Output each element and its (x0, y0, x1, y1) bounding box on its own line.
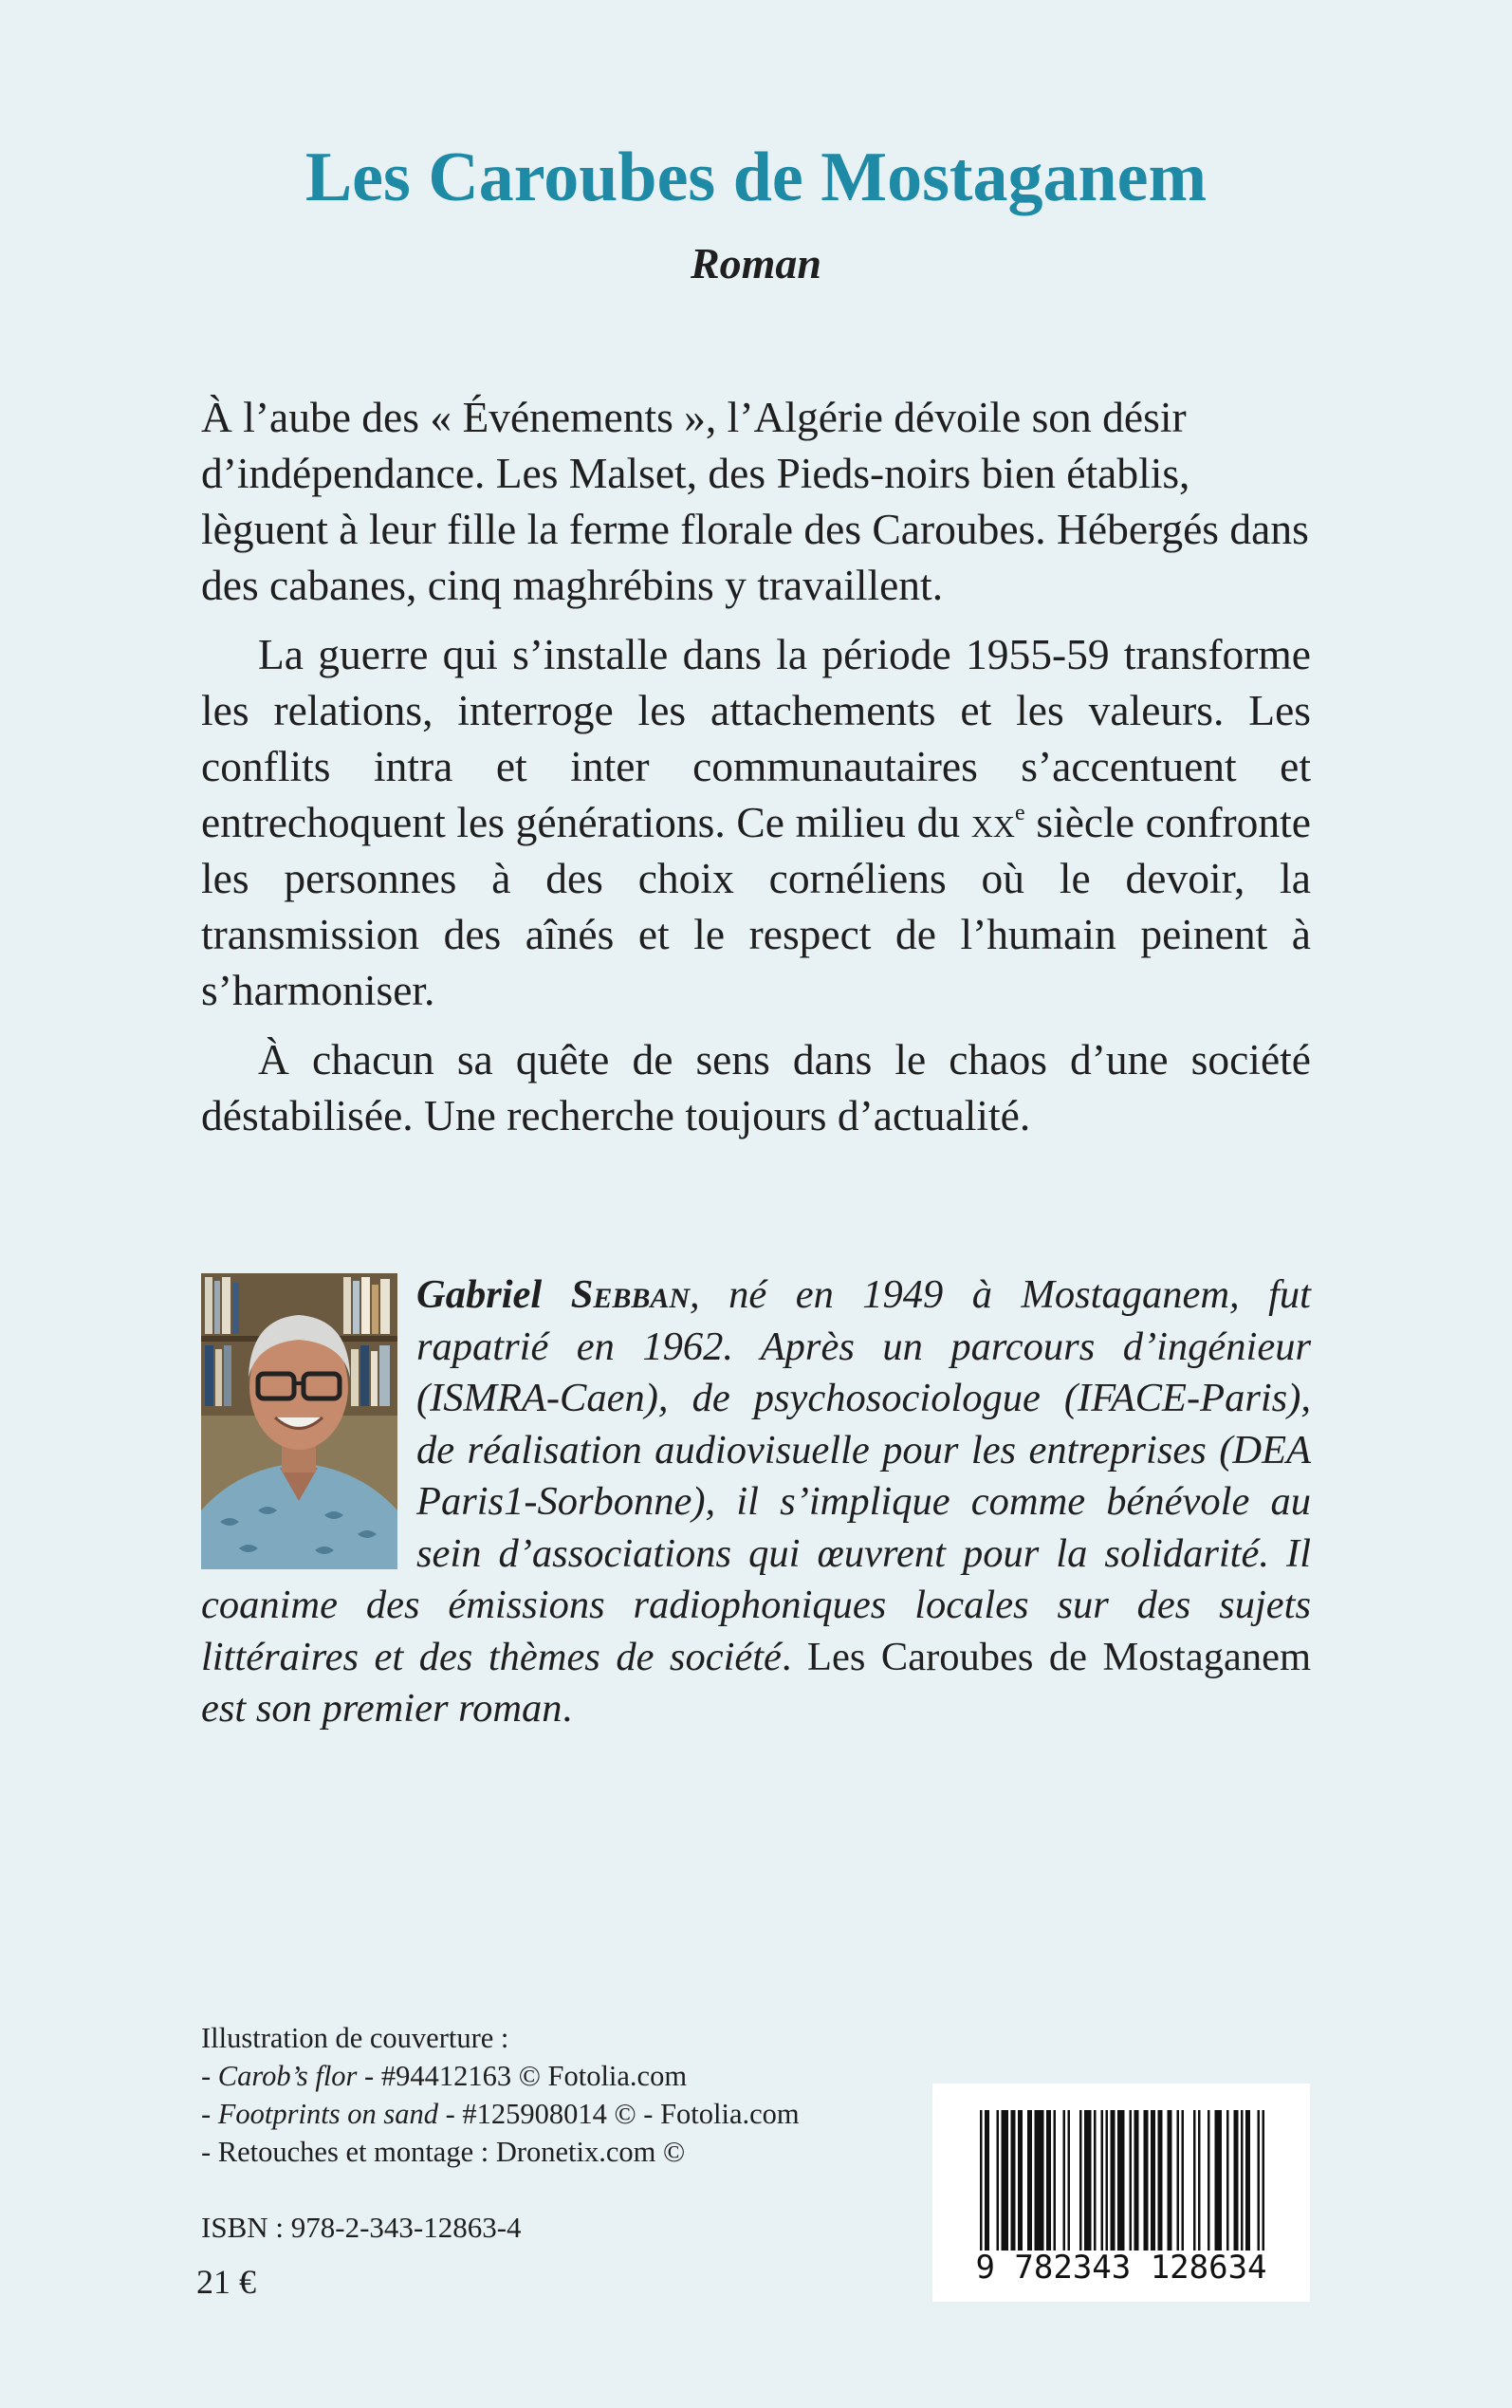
barcode-bar (1068, 2110, 1071, 2251)
barcode (932, 2084, 1310, 2302)
barcode-bar (1027, 2110, 1030, 2251)
price: 21 € (196, 2263, 256, 2301)
barcode-digits: 9 782343 128634 (975, 2249, 1267, 2287)
barcode-bar (1042, 2110, 1044, 2251)
isbn: ISBN : 978-2-343-12863-4 (201, 2211, 522, 2244)
barcode-bar (1087, 2110, 1090, 2251)
barcode-bar (1170, 2110, 1172, 2251)
barcode-image (932, 2084, 1310, 2302)
barcode-bar (1160, 2110, 1163, 2251)
barcode-bar (1215, 2110, 1218, 2251)
barcode-bar (1158, 2110, 1161, 2251)
barcode-bar (1006, 2110, 1009, 2251)
barcode-bar (1248, 2110, 1251, 2251)
barcode-bar (1245, 2110, 1248, 2251)
barcode-bar (1063, 2110, 1066, 2251)
barcode-bar (1030, 2110, 1033, 2251)
barcode-bar (980, 2110, 983, 2251)
barcode-bar (1220, 2110, 1223, 2251)
book-title: Les Caroubes de Mostaganem (304, 139, 1208, 216)
barcode-bar (1182, 2110, 1185, 2251)
barcode-bar (1049, 2110, 1052, 2251)
century-suffix: e (1015, 801, 1025, 825)
barcode-bar (1177, 2110, 1180, 2251)
barcode-bar (1168, 2110, 1171, 2251)
barcode-bar (997, 2110, 1000, 2251)
summary-paragraph-1: À l’aube des « Événements », l’Algérie dévoile son désir d’indépendance. Les Malset, des Pieds-noirs bien établis, lèguent à leur fille la ferme florale des Caroubes. Hébergés dans des cabanes, cinq maghrébins y travaillent. (201, 393, 1309, 609)
barcode-bar (1153, 2110, 1156, 2251)
author-first-name: Gabriel (416, 1272, 543, 1317)
barcode-bar (1117, 2110, 1120, 2251)
author-last-name: Sebban (570, 1272, 691, 1317)
barcode-bar (985, 2110, 987, 2251)
barcode-bar (1198, 2110, 1201, 2251)
credits-heading: Illustration de couverture : (201, 2022, 509, 2054)
barcode-bar (1236, 2110, 1239, 2251)
barcode-bar (1193, 2110, 1196, 2251)
barcode-bar (1134, 2110, 1137, 2251)
barcode-bar (1040, 2110, 1042, 2251)
barcode-bar (1263, 2110, 1265, 2251)
barcode-bar (1258, 2110, 1261, 2251)
barcode-bar (1106, 2110, 1109, 2251)
barcode-bar (1013, 2110, 1016, 2251)
barcode-bar (1122, 2110, 1125, 2251)
barcode-bar (1035, 2110, 1038, 2251)
barcode-bar (1101, 2110, 1104, 2251)
barcode-bar (987, 2110, 990, 2251)
barcode-bar (1130, 2110, 1133, 2251)
barcode-bar (1208, 2110, 1210, 2251)
credit-line: - Footprints on sand - #125908014 © - Fotolia.com (201, 2098, 800, 2130)
barcode-bar (1144, 2110, 1147, 2251)
barcode-bar (1241, 2110, 1244, 2251)
credit-line: - Retouches et montage : Dronetix.com © (201, 2136, 686, 2168)
barcode-bar (1151, 2110, 1153, 2251)
barcode-bar (1111, 2110, 1114, 2251)
barcode-bar (1120, 2110, 1123, 2251)
century-numeral: xx (970, 798, 1016, 846)
barcode-bar (1018, 2110, 1021, 2251)
barcode-bar (1089, 2110, 1092, 2251)
barcode-bar (1226, 2110, 1229, 2251)
summary-paragraph-3: À chacun sa quête de sens dans le chaos d’une société déstabilisée. Une recherche toujours d’actualité. (201, 1035, 1311, 1139)
barcode-bar (1004, 2110, 1006, 2251)
barcode-bar (1146, 2110, 1149, 2251)
barcode-bar (1011, 2110, 1014, 2251)
barcode-bar (1094, 2110, 1097, 2251)
barcode-bar (1084, 2110, 1087, 2251)
summary-paragraph-2: La guerre qui s’installe dans la période 1955-59 transforme les relations, interroge les attachements et les valeurs. Les conflits intra et inter communautaires s’accentuent et entrechoquent les générations. Ce milieu du $xx^e$ siècle confronte les personnes à des choix cornéliens où le devoir, la transmission des aînés et le respect de l’humain peinent à s’harmoniser. (201, 630, 1311, 1014)
summary (201, 389, 1311, 1157)
barcode-bar (1113, 2110, 1116, 2251)
barcode-bar (1217, 2110, 1220, 2251)
barcode-bar (1002, 2110, 1005, 2251)
cover-credits (201, 2019, 800, 2171)
barcode-bar (1046, 2110, 1049, 2251)
author-bio: Gabriel Sebban, né en 1949 à Mostaganem, fut rapatrié en 1962. Après un parcours d’ingénieur (ISMRA-Caen), de psychosociologue (IFACE-Paris), de réalisation audiovisuelle pour les entreprises (DEA Paris1-Sorbonne), il s’implique comme bénévole au sein d’associations qui œuvrent pour la solidarité. Il coanime des émissions radiophoniques locales sur des sujets littéraires et des thèmes de société. Les Caroubes de Mostaganem est son premier roman. (201, 1272, 1311, 1731)
barcode-bar (1054, 2110, 1057, 2251)
barcode-bar (1037, 2110, 1040, 2251)
barcode-bar (1079, 2110, 1082, 2251)
book-genre: Roman (690, 239, 822, 287)
barcode-bar (1021, 2110, 1023, 2251)
credit-line: - Carob’s flor - #94412163 © Fotolia.com (201, 2060, 688, 2092)
barcode-bar (1136, 2110, 1139, 2251)
barcode-bar (1234, 2110, 1237, 2251)
author-bio-text: , né en 1949 à Mostaganem, fut rapatrié en 1962. Après un parcours d’ingénieur (ISMRA-Caen), de psychosociologue (IFACE-Paris), de réalisation audiovisuelle pour les entreprises (DEA Paris1-Sorbonne), il s’implique comme bénévole au sein d’associations qui œuvrent pour la solidarité. Il coanime des émissions radiophoniques locales sur des sujets littéraires et des thèmes de société (201, 1272, 1311, 1679)
